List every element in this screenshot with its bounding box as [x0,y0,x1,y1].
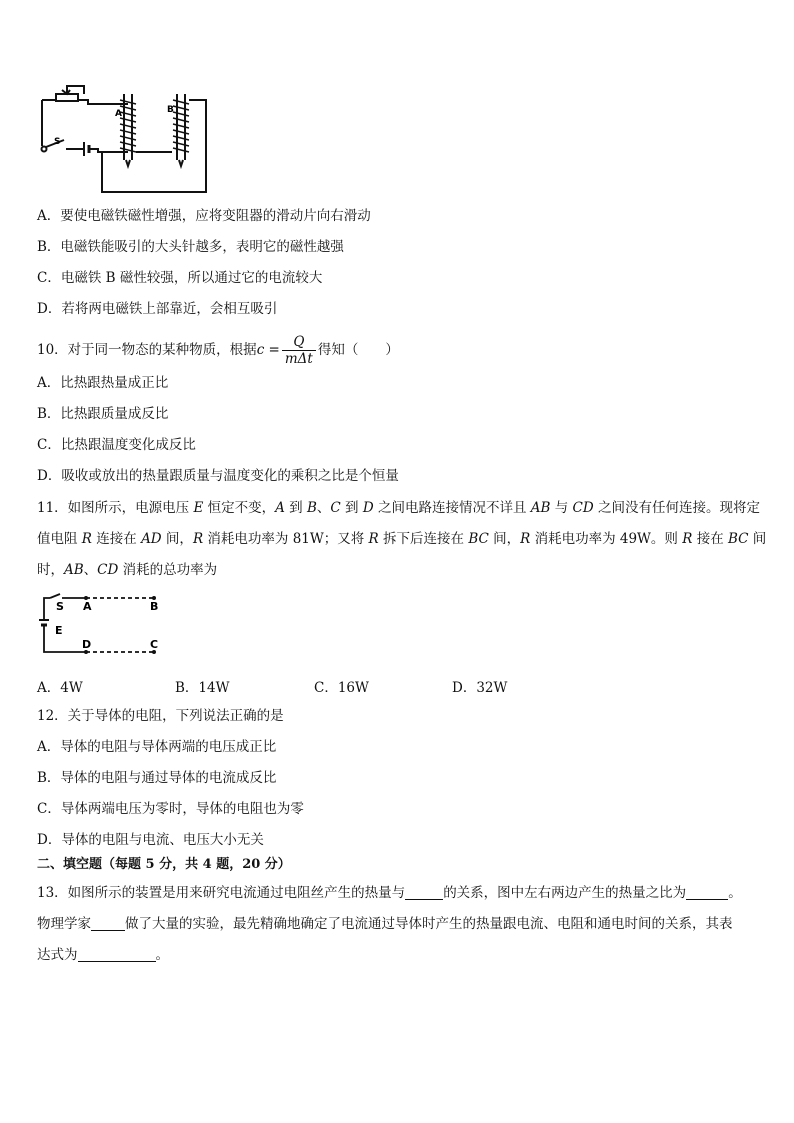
q11-stem-line1 [37,498,760,518]
q11-text: 之间电路连接情况不详且 [373,500,531,516]
magnet-a-label: A [115,109,122,119]
q11-option-d: D．32W [452,680,508,696]
q11-text: 到 [340,500,363,516]
q11-var: BC [468,531,489,547]
q10-option-a: A．比热跟热量成正比 [37,375,169,391]
q9-option-a: A．要使电磁铁磁性增强，应将变阻器的滑动片向右滑动 [37,208,371,224]
q11-var: R [682,531,693,547]
q11-text: 到 [284,500,307,516]
q13-blank-1[interactable] [405,885,443,900]
q11-text: 连接在 [91,531,142,547]
q11-var: C [330,500,341,516]
q10-formula-fraction [282,334,316,367]
q11-stem-line2 [37,529,766,549]
q11-text: 拆下后连接在 [378,531,469,547]
q13-line2 [37,914,733,934]
q11-var: R [368,531,379,547]
q11-fig-a-label: A [83,600,92,613]
q11-fig-c-label: C [150,638,159,651]
q11-fig-e-label: E [55,624,63,637]
q11-var: A [275,500,285,516]
q13-blank-4[interactable] [78,947,156,962]
q11-fig-d-label: D [82,638,92,651]
q11-var: R [81,531,92,547]
q13-text: 达式为 [37,947,78,963]
q10-option-b: B．比热跟质量成反比 [37,406,169,422]
q11-var: CD [97,562,119,578]
q10-stem [37,334,399,367]
q11-var: BC [728,531,749,547]
q11-var: AB [64,562,84,578]
q11-var: R [520,531,531,547]
q11-text: 间 [748,531,767,547]
q10-formula-numerator: Q [282,334,316,351]
q11-text: 接在 [692,531,728,547]
q10-option-c: C．比热跟温度变化成反比 [37,437,196,453]
q10-option-d: D．吸收或放出的热量跟质量与温度变化的乘积之比是个恒量 [37,468,399,484]
q13-text: 物理学家 [37,916,91,932]
q11-option-a: A．4W [37,680,83,696]
q10-stem-pre: 10．对于同一物态的某种物质，根据 [37,342,257,358]
q11-text: 、 [83,562,98,578]
q9-option-d: D．若将两电磁铁上部靠近，会相互吸引 [37,301,278,317]
q11-circuit-figure [36,592,171,662]
q12-stem: 12．关于导体的电阻，下列说法正确的是 [37,708,284,724]
q13-line3 [37,945,169,965]
q11-option-b: B．14W [175,680,230,696]
q13-text: 13．如图所示的装置是用来研究电流通过电阻丝产生的热量与 [37,885,406,901]
q13-blank-3[interactable] [91,916,125,931]
q11-text: 值电阻 [37,531,82,547]
q11-text: 、 [316,500,331,516]
q10-formula-lhs: c = [256,342,280,358]
q13-text: 。 [728,885,742,901]
q11-option-c: C．16W [314,680,369,696]
q11-text: 间， [161,531,193,547]
q11-fig-s-label: S [56,600,64,613]
section-heading: 二、填空题（每题 5 分，共 4 题，20 分） [37,857,291,872]
q11-var: D [362,500,374,516]
q13-line1 [37,883,742,903]
switch-label: S [54,137,61,147]
q12-option-c: C．导体两端电压为零时，导体的电阻也为零 [37,801,304,817]
q11-var: CD [572,500,594,516]
q10-formula-denominator: mΔt [284,351,313,367]
q11-text: 之间没有任何连接。现将定 [593,500,760,516]
q13-blank-2[interactable] [686,885,728,900]
q11-text: 恒定不变， [203,500,276,516]
q11-text: 消耗的总功率为 [118,562,218,578]
q11-text: 消耗电功率为 49W。则 [530,531,683,547]
q11-stem-line3 [37,560,217,580]
q11-fig-b-label: B [150,600,159,613]
q11-text: 间， [488,531,521,547]
q11-text: 消耗电功率为 81W；又将 [203,531,369,547]
q12-option-b: B．导体的电阻与通过导体的电流成反比 [37,770,277,786]
q11-text: 时， [37,562,64,578]
q9-option-b: B．电磁铁能吸引的大头针越多，表明它的磁性越强 [37,239,344,255]
q11-var: R [192,531,204,547]
q11-var: B [306,500,317,516]
magnet-b-label: B [167,105,174,115]
electromagnet-circuit-figure [36,80,216,198]
q11-var: AB [530,500,551,516]
q13-text: 做了大量的实验，最先精确地确定了电流通过导体时产生的热量跟电流、电阻和通电时间的关系，其表 [125,916,733,932]
q13-text: 的关系，图中左右两边产生的热量之比为 [443,885,687,901]
q13-text: 。 [155,947,169,963]
q10-stem-post: 得知（ ） [317,342,399,358]
q9-option-c: C．电磁铁 B 磁性较强，所以通过它的电流较大 [37,270,323,286]
q11-var: AD [141,531,162,547]
q11-var: E [193,500,204,516]
q12-option-d: D．导体的电阻与电流、电压大小无关 [37,832,264,848]
q11-text: 11．如图所示，电源电压 [37,500,194,516]
q12-option-a: A．导体的电阻与导体两端的电压成正比 [37,739,277,755]
q11-text: 与 [550,500,573,516]
